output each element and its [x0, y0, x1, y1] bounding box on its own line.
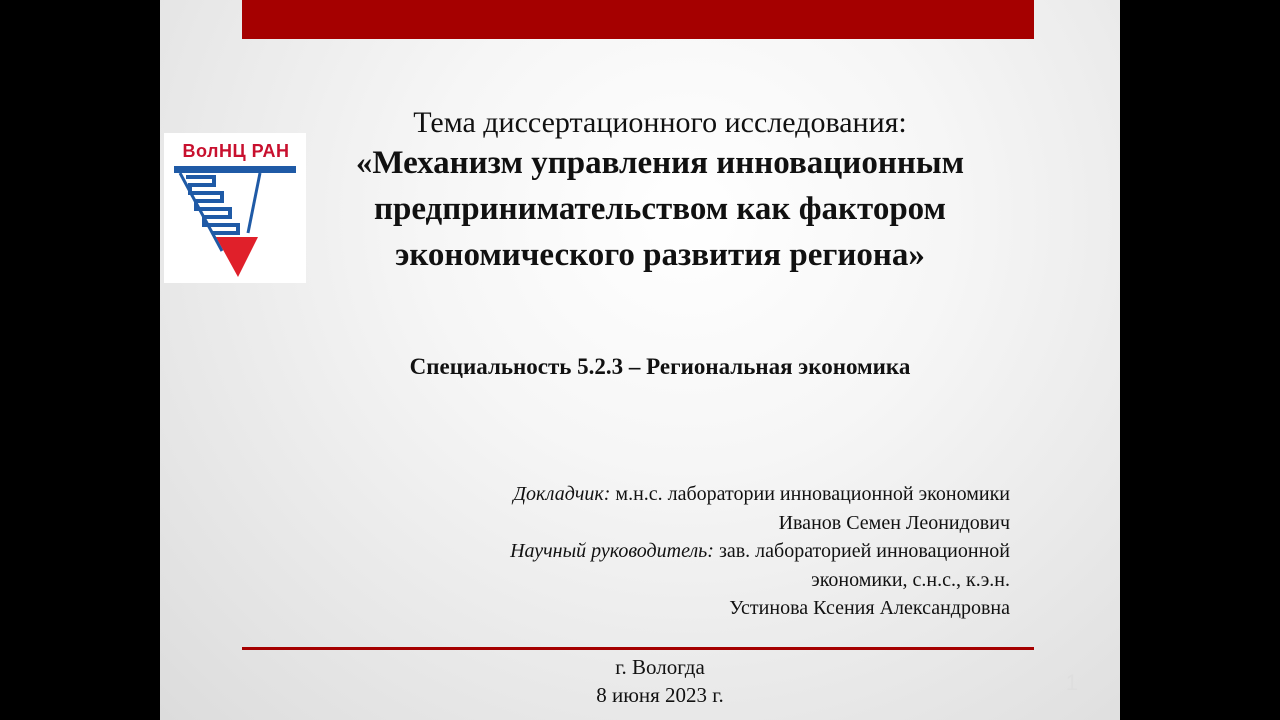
dissertation-title [310, 140, 1010, 278]
credits-block [370, 480, 1010, 623]
supervisor-label: Научный руководитель: [510, 540, 714, 562]
speaker-line [370, 480, 1010, 509]
logo-text: ВолНЦ РАН [182, 141, 290, 161]
supervisor-position: зав. лабораторией инновационной [718, 540, 1010, 562]
speaker-name: Иванов Семен Леонидович [778, 511, 1010, 534]
footer [460, 653, 860, 709]
city: г. Вологда [615, 655, 705, 679]
volnc-ran-logo [164, 133, 306, 283]
bottom-divider [242, 647, 1034, 650]
title-line: «Механизм управления инновационным [355, 145, 965, 181]
top-accent-bar [242, 0, 1034, 39]
supervisor-line [370, 537, 1010, 566]
page-number: 1 [1065, 670, 1078, 695]
title-line: экономического развития региона» [395, 237, 925, 273]
specialty: Специальность 5.2.3 – Региональная экономика [409, 354, 911, 379]
supervisor-position-cont: экономики, с.н.с., к.э.н. [811, 568, 1010, 591]
subject-label: Тема диссертационного исследования: [413, 106, 907, 139]
title-line: предпринимательством как фактором [373, 191, 947, 227]
speaker-label: Докладчик: [513, 483, 611, 505]
date: 8 июня 2023 г. [596, 683, 724, 707]
slide [160, 0, 1120, 720]
speaker-position: м.н.с. лаборатории инновационной экономики [615, 483, 1010, 505]
supervisor-name: Устинова Ксения Александровна [729, 597, 1010, 619]
